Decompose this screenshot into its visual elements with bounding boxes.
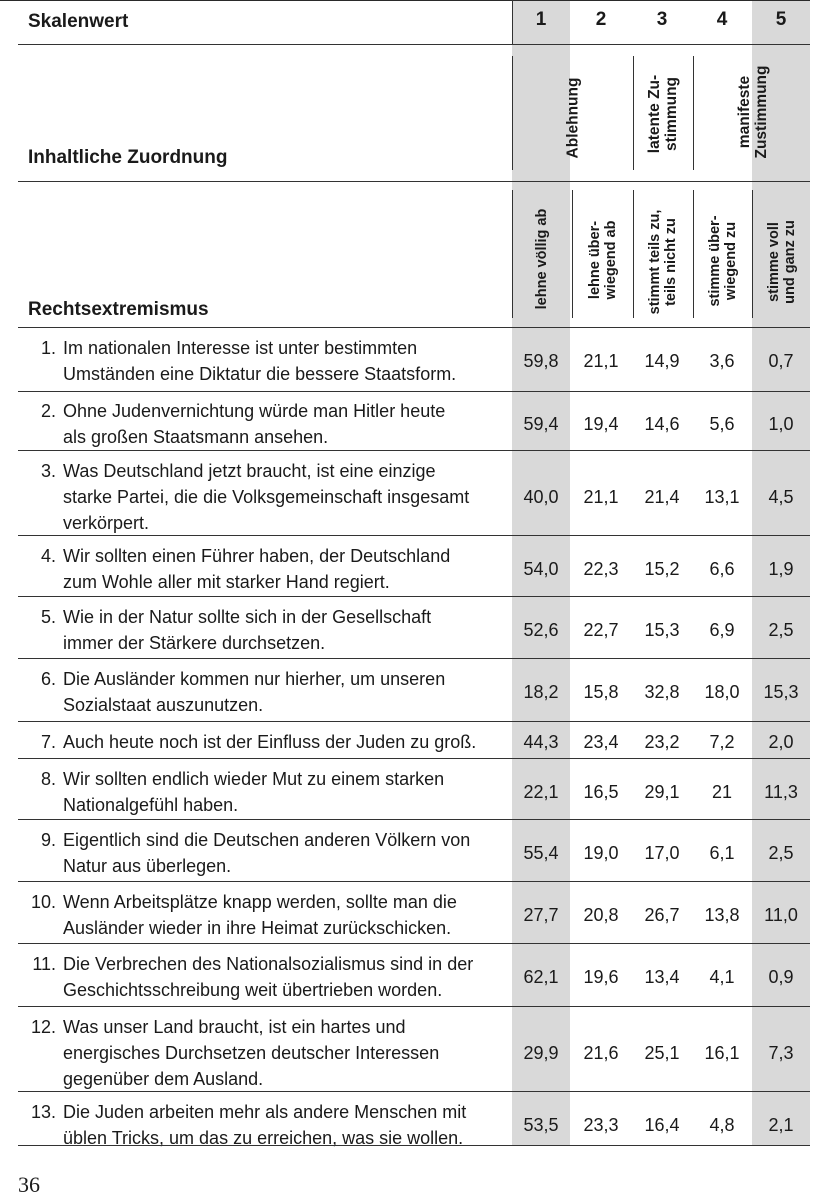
- page-number: 36: [18, 1172, 40, 1197]
- percentage-value: 19,4: [583, 414, 619, 434]
- percentage-value: 15,3: [644, 620, 680, 640]
- percentage-value: 23,4: [583, 732, 619, 752]
- statement-line: Im nationalen Interesse ist unter bestimmten: [63, 338, 418, 358]
- percentage-value: 15,2: [644, 559, 680, 579]
- statement-number: 5.: [40, 607, 56, 627]
- percentage-value: 54,0: [523, 559, 559, 579]
- table-row: [0, 454, 810, 535]
- percentage-value: 18,0: [704, 682, 740, 702]
- table-top-rule: [0, 0, 810, 1]
- percentage-value: 6,9: [709, 620, 735, 640]
- statement-number: 9.: [40, 830, 56, 850]
- column-separator: [512, 190, 513, 318]
- statement-line: gegenüber dem Ausland.: [63, 1069, 264, 1089]
- percentage-value: 0,7: [768, 351, 794, 371]
- column-separator: [693, 190, 694, 318]
- statement-text: [63, 827, 503, 879]
- category-latent-agreement: latente Zu- stimmung: [646, 74, 680, 154]
- column-separator: [633, 56, 634, 170]
- column-separator: [752, 190, 753, 318]
- row-separator: [18, 943, 810, 944]
- table-row: [0, 394, 810, 450]
- statement-line: Nationalgefühl haben.: [63, 795, 239, 815]
- percentage-value: 14,9: [644, 351, 680, 371]
- statement-line: Wir sollten einen Führer haben, der Deutschland: [63, 546, 451, 566]
- scale-value: 1: [535, 9, 547, 30]
- statement-text: [63, 335, 503, 387]
- statement-text: [63, 729, 503, 755]
- percentage-value: 21,6: [583, 1043, 619, 1063]
- percentage-value: 4,5: [768, 487, 794, 507]
- row-separator: [18, 391, 810, 392]
- percentage-value: 6,1: [709, 843, 735, 863]
- statement-text: [63, 951, 503, 1003]
- percentage-value: 52,6: [523, 620, 559, 640]
- scale-value: 3: [656, 9, 668, 30]
- table-row: [0, 1095, 810, 1148]
- percentage-value: 20,8: [583, 905, 619, 925]
- statement-line: starke Partei, die die Volksgemeinschaft insgesamt: [63, 487, 470, 507]
- table-row: [0, 762, 810, 819]
- percentage-value: 29,1: [644, 782, 680, 802]
- row-separator: [18, 535, 810, 536]
- percentage-value: 21: [711, 782, 733, 802]
- table-row: [0, 331, 810, 391]
- percentage-value: 32,8: [644, 682, 680, 702]
- row-separator: [18, 596, 810, 597]
- percentage-value: 22,3: [583, 559, 619, 579]
- percentage-value: 5,6: [709, 414, 735, 434]
- row-separator: [18, 450, 810, 451]
- percentage-value: 25,1: [644, 1043, 680, 1063]
- statement-line: zum Wohle aller mit starker Hand regiert.: [63, 572, 390, 592]
- percentage-value: 18,2: [523, 682, 559, 702]
- statement-number: 2.: [40, 401, 56, 421]
- statement-line: Wie in der Natur sollte sich in der Gesellschaft: [63, 607, 432, 627]
- statement-number: 8.: [40, 769, 56, 789]
- percentage-value: 1,0: [768, 414, 794, 434]
- statement-text: [63, 766, 503, 818]
- percentage-value: 13,8: [704, 905, 740, 925]
- percentage-value: 17,0: [644, 843, 680, 863]
- table-row: [0, 1010, 810, 1091]
- percentage-value: 16,5: [583, 782, 619, 802]
- statement-line: Was unser Land braucht, ist ein hartes und: [63, 1017, 406, 1037]
- answer-header: stimme über- wiegend zu: [707, 215, 739, 307]
- table-row: [0, 725, 810, 758]
- percentage-value: 55,4: [523, 843, 559, 863]
- statement-number: 13.: [30, 1102, 56, 1122]
- statement-text: [63, 889, 503, 941]
- answer-header: stimme voll und ganz zu: [766, 220, 798, 304]
- statement-text: [63, 458, 503, 536]
- row-separator: [18, 721, 810, 722]
- percentage-value: 2,5: [768, 620, 794, 640]
- percentage-value: 40,0: [523, 487, 559, 507]
- statement-text: [63, 543, 503, 595]
- row-separator: [18, 758, 810, 759]
- column-separator: [572, 190, 573, 318]
- percentage-value: 22,7: [583, 620, 619, 640]
- percentage-value: 0,9: [768, 967, 794, 987]
- percentage-value: 21,1: [583, 351, 619, 371]
- statement-number: 12.: [30, 1017, 56, 1037]
- table-row: [0, 885, 810, 943]
- scale-value: 5: [775, 9, 787, 30]
- column-separator: [693, 56, 694, 170]
- row-separator: [18, 658, 810, 659]
- percentage-value: 1,9: [768, 559, 794, 579]
- statement-number: 7.: [40, 732, 56, 752]
- scale-value: 4: [716, 9, 728, 30]
- row-separator: [18, 819, 810, 820]
- percentage-value: 19,0: [583, 843, 619, 863]
- answer-header: lehne völlig ab: [534, 208, 550, 310]
- percentage-value: 7,3: [768, 1043, 794, 1063]
- statement-number: 1.: [40, 338, 56, 358]
- percentage-value: 4,1: [709, 967, 735, 987]
- scale-value: 2: [595, 9, 607, 30]
- statement-line: Ausländer wieder in ihre Heimat zurückschicken.: [63, 918, 452, 938]
- percentage-value: 3,6: [709, 351, 735, 371]
- table-row: [0, 947, 810, 1006]
- answer-header: stimmt teils zu, teils nicht zu: [647, 209, 679, 315]
- statement-line: als großen Staatsmann ansehen.: [63, 427, 329, 447]
- statement-line: energisches Durchsetzen deutscher Interessen: [63, 1043, 440, 1063]
- percentage-value: 2,5: [768, 843, 794, 863]
- percentage-value: 27,7: [523, 905, 559, 925]
- column-separator: [512, 56, 513, 170]
- statement-line: immer der Stärkere durchsetzen.: [63, 633, 326, 653]
- percentage-value: 15,3: [763, 682, 799, 702]
- percentage-value: 11,3: [764, 782, 798, 802]
- statement-text: [63, 666, 503, 718]
- statement-line: Wir sollten endlich wieder Mut zu einem starken: [63, 769, 445, 789]
- statement-number: 6.: [40, 669, 56, 689]
- statement-line: Umständen eine Diktatur die bessere Staatsform.: [63, 364, 457, 384]
- percentage-value: 2,0: [768, 732, 794, 752]
- table-row: [0, 662, 810, 721]
- percentage-value: 7,2: [709, 732, 735, 752]
- percentage-value: 23,3: [583, 1115, 619, 1135]
- percentage-value: 19,6: [583, 967, 619, 987]
- percentage-value: 13,1: [704, 487, 740, 507]
- statement-line: Geschichtsschreibung weit übertrieben worden.: [63, 980, 443, 1000]
- table-row: [0, 600, 810, 658]
- percentage-value: 62,1: [523, 967, 559, 987]
- percentage-value: 16,4: [644, 1115, 680, 1135]
- scale-value-label: Skalenwert: [28, 11, 129, 32]
- statement-line: Die Ausländer kommen nur hierher, um unseren: [63, 669, 446, 689]
- statement-text: [63, 1014, 503, 1092]
- statement-line: Was Deutschland jetzt braucht, ist eine einzige: [63, 461, 436, 481]
- percentage-value: 4,8: [709, 1115, 735, 1135]
- percentage-value: 6,6: [709, 559, 735, 579]
- row-separator: [18, 1006, 810, 1007]
- content-assignment-label: Inhaltliche Zuordnung: [28, 147, 228, 168]
- percentage-value: 14,6: [644, 414, 680, 434]
- statement-line: Ohne Judenvernichtung würde man Hitler heute: [63, 401, 446, 421]
- percentage-value: 44,3: [523, 732, 559, 752]
- statement-line: Wenn Arbeitsplätze knapp werden, sollte man die: [63, 892, 457, 912]
- percentage-value: 59,4: [523, 414, 559, 434]
- percentage-value: 22,1: [523, 782, 559, 802]
- statement-line: Die Juden arbeiten mehr als andere Menschen mit: [63, 1102, 467, 1122]
- category-manifest-agreement: manifeste Zustimmung: [736, 65, 770, 159]
- statement-line: Auch heute noch ist der Einfluss der Juden zu groß.: [63, 732, 477, 752]
- header-rule: [18, 44, 810, 45]
- answer-header: lehne über- wiegend ab: [587, 220, 619, 300]
- statement-line: verkörpert.: [63, 513, 150, 533]
- statement-number: 4.: [40, 546, 56, 566]
- percentage-value: 53,5: [523, 1115, 559, 1135]
- statement-line: Natur aus überlegen.: [63, 856, 232, 876]
- header-rule: [18, 181, 810, 182]
- section-label: Rechtsextremismus: [28, 299, 209, 320]
- percentage-value: 2,1: [768, 1115, 794, 1135]
- percentage-value: 23,2: [644, 732, 680, 752]
- percentage-value: 16,1: [704, 1043, 740, 1063]
- header-rule: [18, 327, 810, 328]
- statement-text: [63, 398, 503, 450]
- percentage-value: 21,4: [644, 487, 680, 507]
- table-row: [0, 823, 810, 881]
- row-separator: [18, 881, 810, 882]
- statement-number: 11.: [32, 954, 56, 974]
- statement-line: Sozialstaat auszunutzen.: [63, 695, 264, 715]
- statement-line: Eigentlich sind die Deutschen anderen Völkern von: [63, 830, 471, 850]
- statement-number: 3.: [40, 461, 56, 481]
- statement-text: [63, 604, 503, 656]
- percentage-value: 13,4: [644, 967, 680, 987]
- statement-line: üblen Tricks, um das zu erreichen, was sie wollen.: [63, 1128, 464, 1148]
- statement-text: [63, 1099, 503, 1151]
- percentage-value: 11,0: [764, 905, 798, 925]
- percentage-value: 26,7: [644, 905, 680, 925]
- table-row: [0, 539, 810, 596]
- percentage-value: 59,8: [523, 351, 559, 371]
- statement-line: Die Verbrechen des Nationalsozialismus sind in der: [63, 954, 474, 974]
- row-separator: [18, 1091, 810, 1092]
- statement-number: 10.: [30, 892, 56, 912]
- percentage-value: 29,9: [523, 1043, 559, 1063]
- category-rejection: Ablehnung: [564, 77, 582, 159]
- percentage-value: 15,8: [583, 682, 619, 702]
- row-separator: [18, 1145, 810, 1146]
- percentage-value: 21,1: [583, 487, 619, 507]
- column-separator: [633, 190, 634, 318]
